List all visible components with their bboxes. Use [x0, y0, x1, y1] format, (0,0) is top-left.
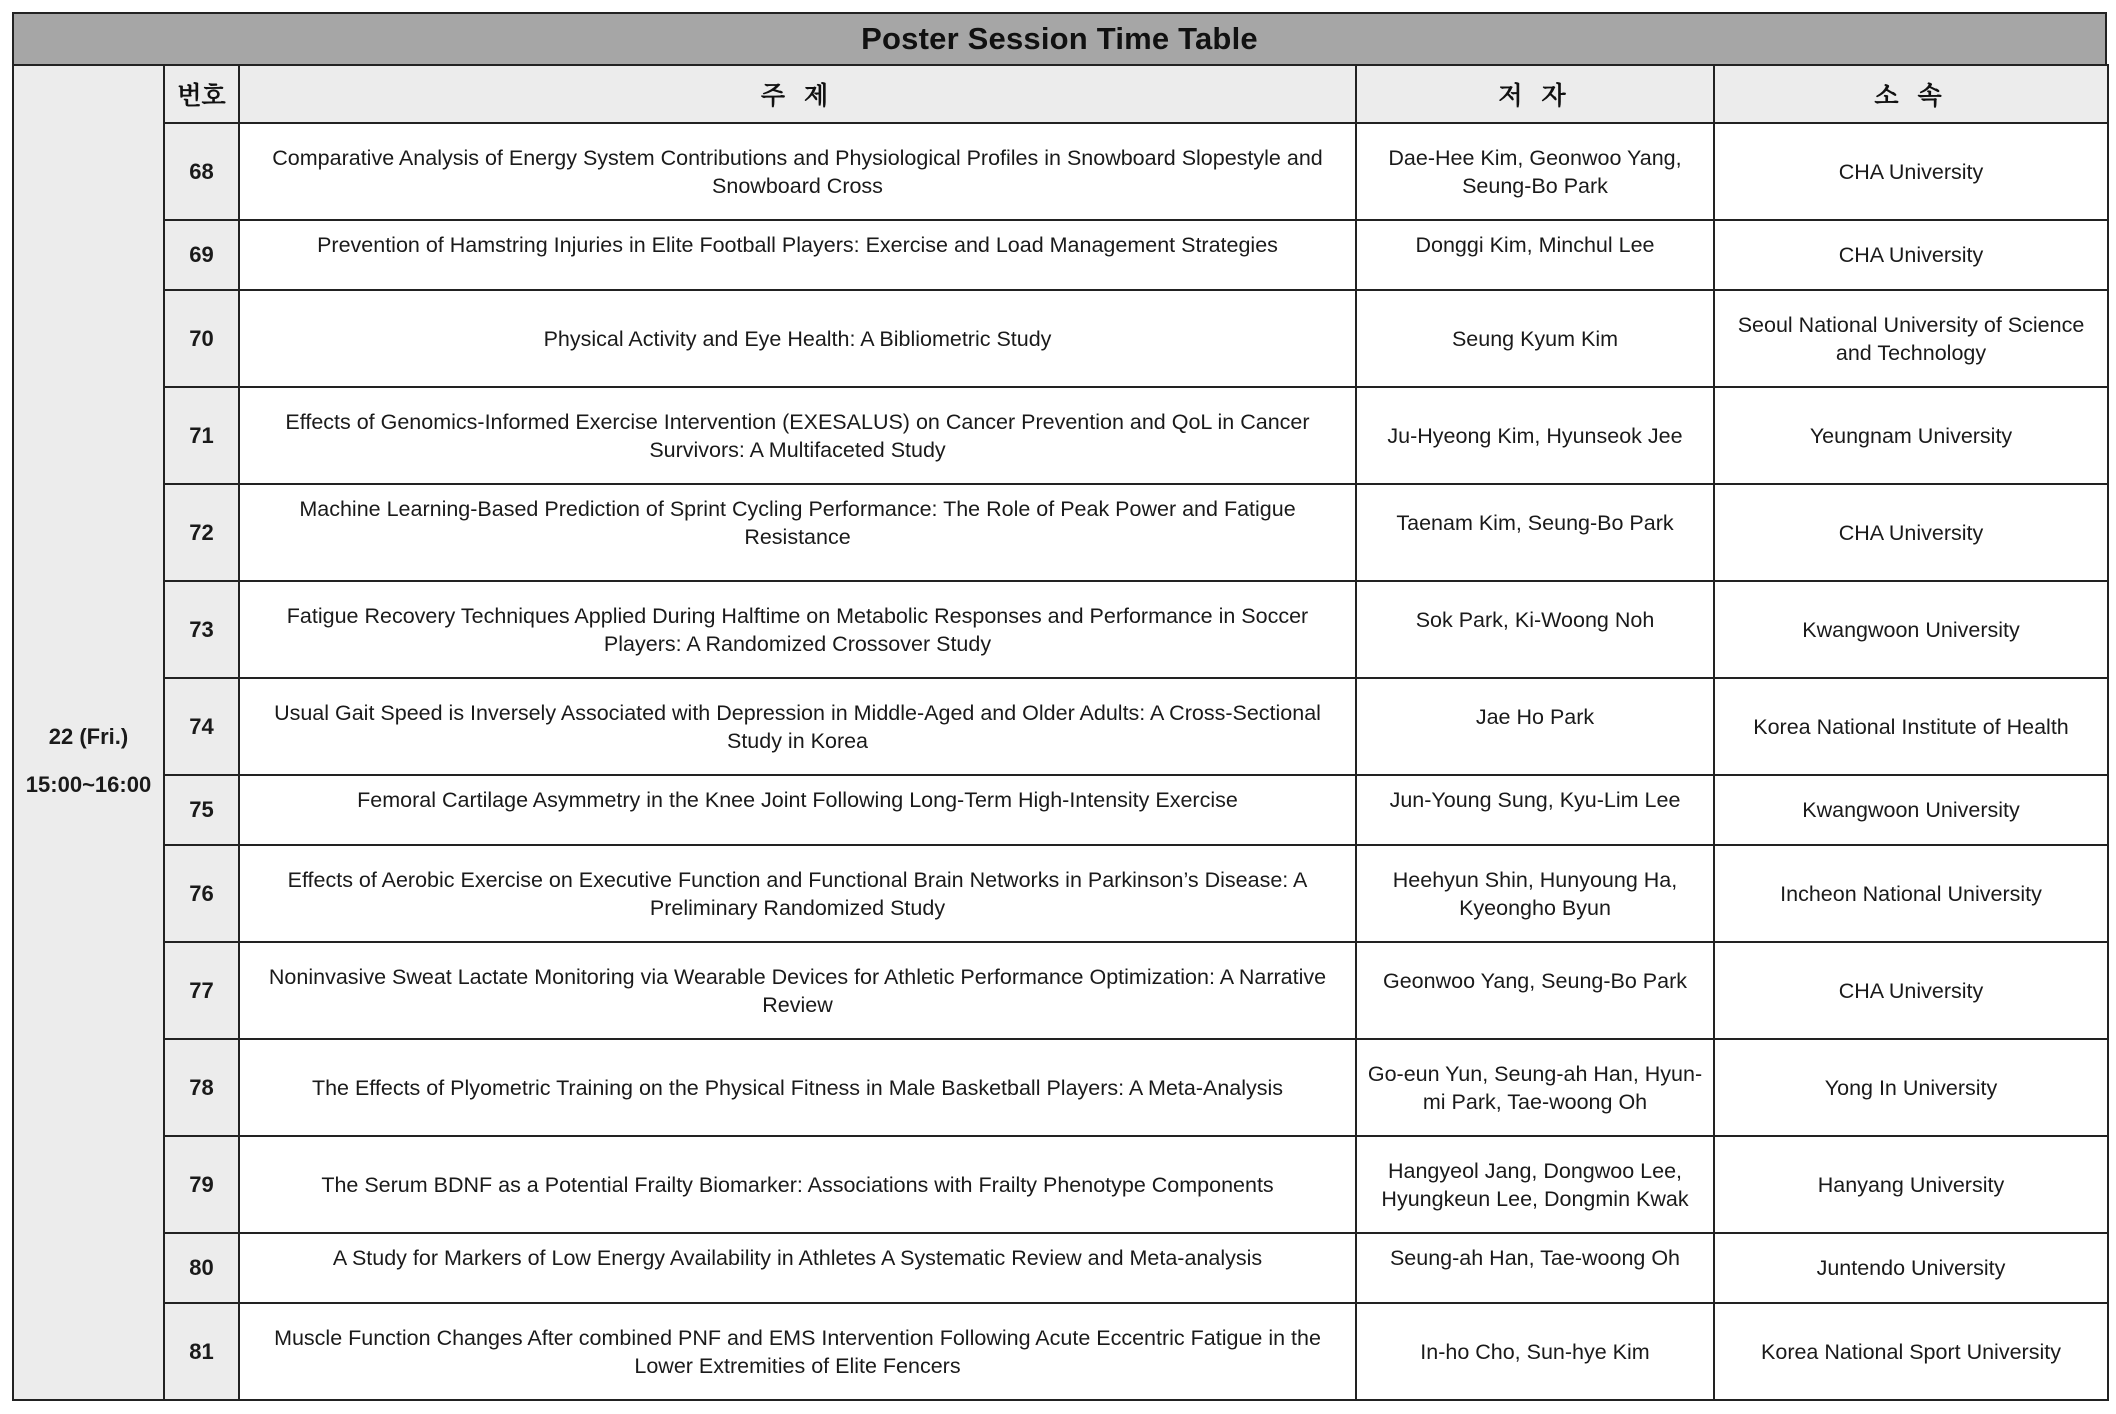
poster-affiliation-cell — [1714, 581, 2108, 678]
poster-topic: Fatigue Recovery Techniques Applied During Halftime on Metabolic Responses and Performance in Soccer Players: A Randomized Crossover Study — [286, 603, 1309, 656]
poster-affiliation-cell — [1714, 220, 2108, 290]
poster-topic-cell — [239, 845, 1356, 942]
poster-authors-cell — [1356, 1303, 1714, 1400]
poster-authors-cell — [1356, 845, 1714, 942]
session-datetime-cell — [13, 123, 164, 1400]
poster-number-cell — [164, 581, 239, 678]
poster-topic-cell — [239, 1039, 1356, 1136]
table-row — [13, 484, 2108, 581]
poster-topic: Femoral Cartilage Asymmetry in the Knee Joint Following Long-Term High-Intensity Exercise — [357, 788, 1238, 812]
poster-number: 79 — [189, 1171, 214, 1197]
header-authors: 저 자 — [1356, 65, 1714, 123]
poster-authors-cell — [1356, 775, 1714, 845]
poster-topic: Effects of Genomics-Informed Exercise Intervention (EXESALUS) on Cancer Prevention and QoL in Cancer Survivors: A Multifaceted Study — [285, 409, 1310, 462]
poster-affiliation: Kwangwoon University — [1802, 798, 2020, 822]
poster-affiliation-cell — [1714, 1303, 2108, 1400]
poster-topic-cell — [239, 1233, 1356, 1303]
table-row — [13, 387, 2108, 484]
poster-topic-cell — [239, 1136, 1356, 1233]
poster-affiliation-cell — [1714, 1039, 2108, 1136]
table-title: Poster Session Time Table — [12, 12, 2107, 64]
poster-topic: The Effects of Plyometric Training on the Physical Fitness in Male Basketball Players: A Meta-Analysis — [311, 1075, 1284, 1100]
poster-affiliation-cell — [1714, 678, 2108, 775]
poster-topic: Noninvasive Sweat Lactate Monitoring via Wearable Devices for Athletic Performance Optimization: A Narrative Review — [268, 964, 1327, 1017]
poster-authors: Dae-Hee Kim, Geonwoo Yang, Seung-Bo Park — [1388, 145, 1682, 198]
poster-topic-cell — [239, 220, 1356, 290]
poster-authors-cell — [1356, 1233, 1714, 1303]
poster-topic-cell — [239, 484, 1356, 581]
poster-topic: A Study for Markers of Low Energy Availability in Athletes A Systematic Review and Meta-analysis — [332, 1246, 1263, 1270]
table-row — [13, 581, 2108, 678]
table-row — [13, 1039, 2108, 1136]
poster-authors: Jun-Young Sung, Kyu-Lim Lee — [1389, 788, 1681, 812]
poster-affiliation: CHA University — [1838, 978, 1984, 1003]
poster-authors-cell — [1356, 484, 1714, 581]
poster-authors-cell — [1356, 942, 1714, 1039]
poster-authors: Seung Kyum Kim — [1451, 326, 1619, 351]
poster-affiliation-cell — [1714, 942, 2108, 1039]
poster-affiliation-cell — [1714, 484, 2108, 581]
poster-number: 74 — [189, 713, 214, 739]
poster-authors-cell — [1356, 1039, 1714, 1136]
session-header-blank — [13, 65, 164, 123]
header-number: 번호 — [164, 65, 239, 123]
poster-authors: Jae Ho Park — [1475, 704, 1595, 729]
poster-number: 80 — [189, 1255, 214, 1280]
poster-topic: Machine Learning-Based Prediction of Sprint Cycling Performance: The Role of Peak Power and Fatigue Resistance — [299, 496, 1296, 549]
poster-affiliation: CHA University — [1838, 159, 1984, 184]
poster-authors-cell — [1356, 1136, 1714, 1233]
poster-number-cell — [164, 942, 239, 1039]
poster-affiliation: Korea National Institute of Health — [1753, 714, 2069, 739]
poster-number-cell — [164, 1039, 239, 1136]
header-row — [13, 65, 2108, 123]
poster-affiliation: Yong In University — [1824, 1075, 1998, 1100]
poster-affiliation: CHA University — [1838, 243, 1984, 267]
poster-number: 76 — [189, 880, 214, 906]
poster-authors-cell — [1356, 581, 1714, 678]
poster-topic: The Serum BDNF as a Potential Frailty Biomarker: Associations with Frailty Phenotype Components — [321, 1172, 1274, 1197]
poster-number-cell — [164, 387, 239, 484]
poster-number: 69 — [189, 242, 214, 267]
poster-number-cell — [164, 845, 239, 942]
poster-affiliation: Yeungnam University — [1809, 423, 2013, 448]
poster-authors-cell — [1356, 387, 1714, 484]
poster-number: 75 — [189, 797, 214, 822]
table-row — [13, 220, 2108, 290]
header-topic: 주 제 — [239, 65, 1356, 123]
poster-affiliation-cell — [1714, 1136, 2108, 1233]
poster-authors-cell — [1356, 220, 1714, 290]
poster-topic-cell — [239, 123, 1356, 220]
poster-affiliation: Kwangwoon University — [1802, 617, 2020, 642]
table-row — [13, 775, 2108, 845]
poster-number-cell — [164, 290, 239, 387]
poster-number: 78 — [189, 1074, 214, 1100]
poster-topic: Comparative Analysis of Energy System Contributions and Physiological Profiles in Snowboard Slopestyle and Snowboard Cross — [272, 145, 1323, 198]
session-date: 22 (Fri.) — [48, 724, 129, 749]
poster-number: 71 — [189, 422, 214, 448]
table-row — [13, 123, 2108, 220]
poster-affiliation-cell — [1714, 775, 2108, 845]
poster-number: 70 — [189, 325, 214, 351]
poster-number-cell — [164, 220, 239, 290]
poster-topic-cell — [239, 290, 1356, 387]
poster-number-cell — [164, 775, 239, 845]
poster-authors: Ju-Hyeong Kim, Hyunseok Jee — [1387, 423, 1683, 448]
poster-number-cell — [164, 484, 239, 581]
poster-number: 81 — [189, 1338, 214, 1364]
table-row — [13, 1303, 2108, 1400]
poster-number-cell — [164, 1233, 239, 1303]
poster-affiliation-cell — [1714, 387, 2108, 484]
table-row — [13, 845, 2108, 942]
poster-affiliation-cell — [1714, 845, 2108, 942]
poster-number: 73 — [189, 616, 214, 642]
poster-topic: Muscle Function Changes After combined PNF and EMS Intervention Following Acute Eccentric Fatigue in the Lower Extremities of Elite Fencers — [274, 1325, 1321, 1378]
poster-affiliation: Seoul National University of Science and Technology — [1737, 312, 2085, 365]
table-row — [13, 290, 2108, 387]
poster-topic-cell — [239, 942, 1356, 1039]
poster-authors: Donggi Kim, Minchul Lee — [1415, 233, 1655, 257]
poster-authors: Sok Park, Ki-Woong Noh — [1415, 607, 1655, 632]
poster-topic: Usual Gait Speed is Inversely Associated with Depression in Middle-Aged and Older Adults: A Cross-Sectional Study in Korea — [274, 700, 1321, 753]
poster-topic: Effects of Aerobic Exercise on Executive Function and Functional Brain Networks in Parkinson’s Disease: A Preliminary Randomized Study — [287, 867, 1308, 920]
table-row — [13, 1233, 2108, 1303]
poster-affiliation: CHA University — [1838, 520, 1984, 545]
poster-authors: Seung-ah Han, Tae-woong Oh — [1389, 1246, 1681, 1270]
poster-number-cell — [164, 1303, 239, 1400]
poster-authors: Heehyun Shin, Hunyoung Ha, Kyeongho Byun — [1392, 867, 1678, 920]
poster-topic-cell — [239, 678, 1356, 775]
poster-topic-cell — [239, 581, 1356, 678]
poster-number-cell — [164, 1136, 239, 1233]
poster-affiliation-cell — [1714, 290, 2108, 387]
poster-affiliation: Juntendo University — [1816, 1256, 2006, 1280]
poster-number-cell — [164, 678, 239, 775]
poster-session-sheet — [12, 12, 2107, 1401]
poster-authors-cell — [1356, 290, 1714, 387]
poster-authors: Geonwoo Yang, Seung-Bo Park — [1383, 968, 1687, 993]
poster-affiliation-cell — [1714, 123, 2108, 220]
table-row — [13, 942, 2108, 1039]
poster-authors: In-ho Cho, Sun-hye Kim — [1420, 1339, 1650, 1364]
poster-authors: Go-eun Yun, Seung-ah Han, Hyun-mi Park, Tae-woong Oh — [1367, 1061, 1703, 1114]
poster-authors: Taenam Kim, Seung-Bo Park — [1396, 510, 1674, 535]
poster-topic: Prevention of Hamstring Injuries in Elite Football Players: Exercise and Load Management Strategies — [317, 233, 1278, 257]
poster-authors-cell — [1356, 678, 1714, 775]
poster-affiliation: Incheon National University — [1780, 881, 2042, 906]
session-time: 15:00~16:00 — [25, 772, 152, 797]
poster-affiliation: Korea National Sport University — [1761, 1339, 2061, 1364]
poster-number-cell — [164, 123, 239, 220]
poster-topic: Physical Activity and Eye Health: A Bibliometric Study — [543, 326, 1052, 351]
poster-topic-cell — [239, 1303, 1356, 1400]
table-row — [13, 1136, 2108, 1233]
poster-affiliation-cell — [1714, 1233, 2108, 1303]
poster-number: 68 — [189, 158, 214, 184]
header-affiliation: 소 속 — [1714, 65, 2108, 123]
poster-topic-cell — [239, 387, 1356, 484]
table-row — [13, 678, 2108, 775]
poster-number: 77 — [189, 977, 214, 1003]
poster-authors: Hangyeol Jang, Dongwoo Lee, Hyungkeun Lee, Dongmin Kwak — [1381, 1158, 1689, 1211]
poster-number: 72 — [189, 519, 214, 545]
poster-topic-cell — [239, 775, 1356, 845]
poster-affiliation: Hanyang University — [1817, 1172, 2005, 1197]
poster-authors-cell — [1356, 123, 1714, 220]
time-table — [12, 64, 2109, 1401]
